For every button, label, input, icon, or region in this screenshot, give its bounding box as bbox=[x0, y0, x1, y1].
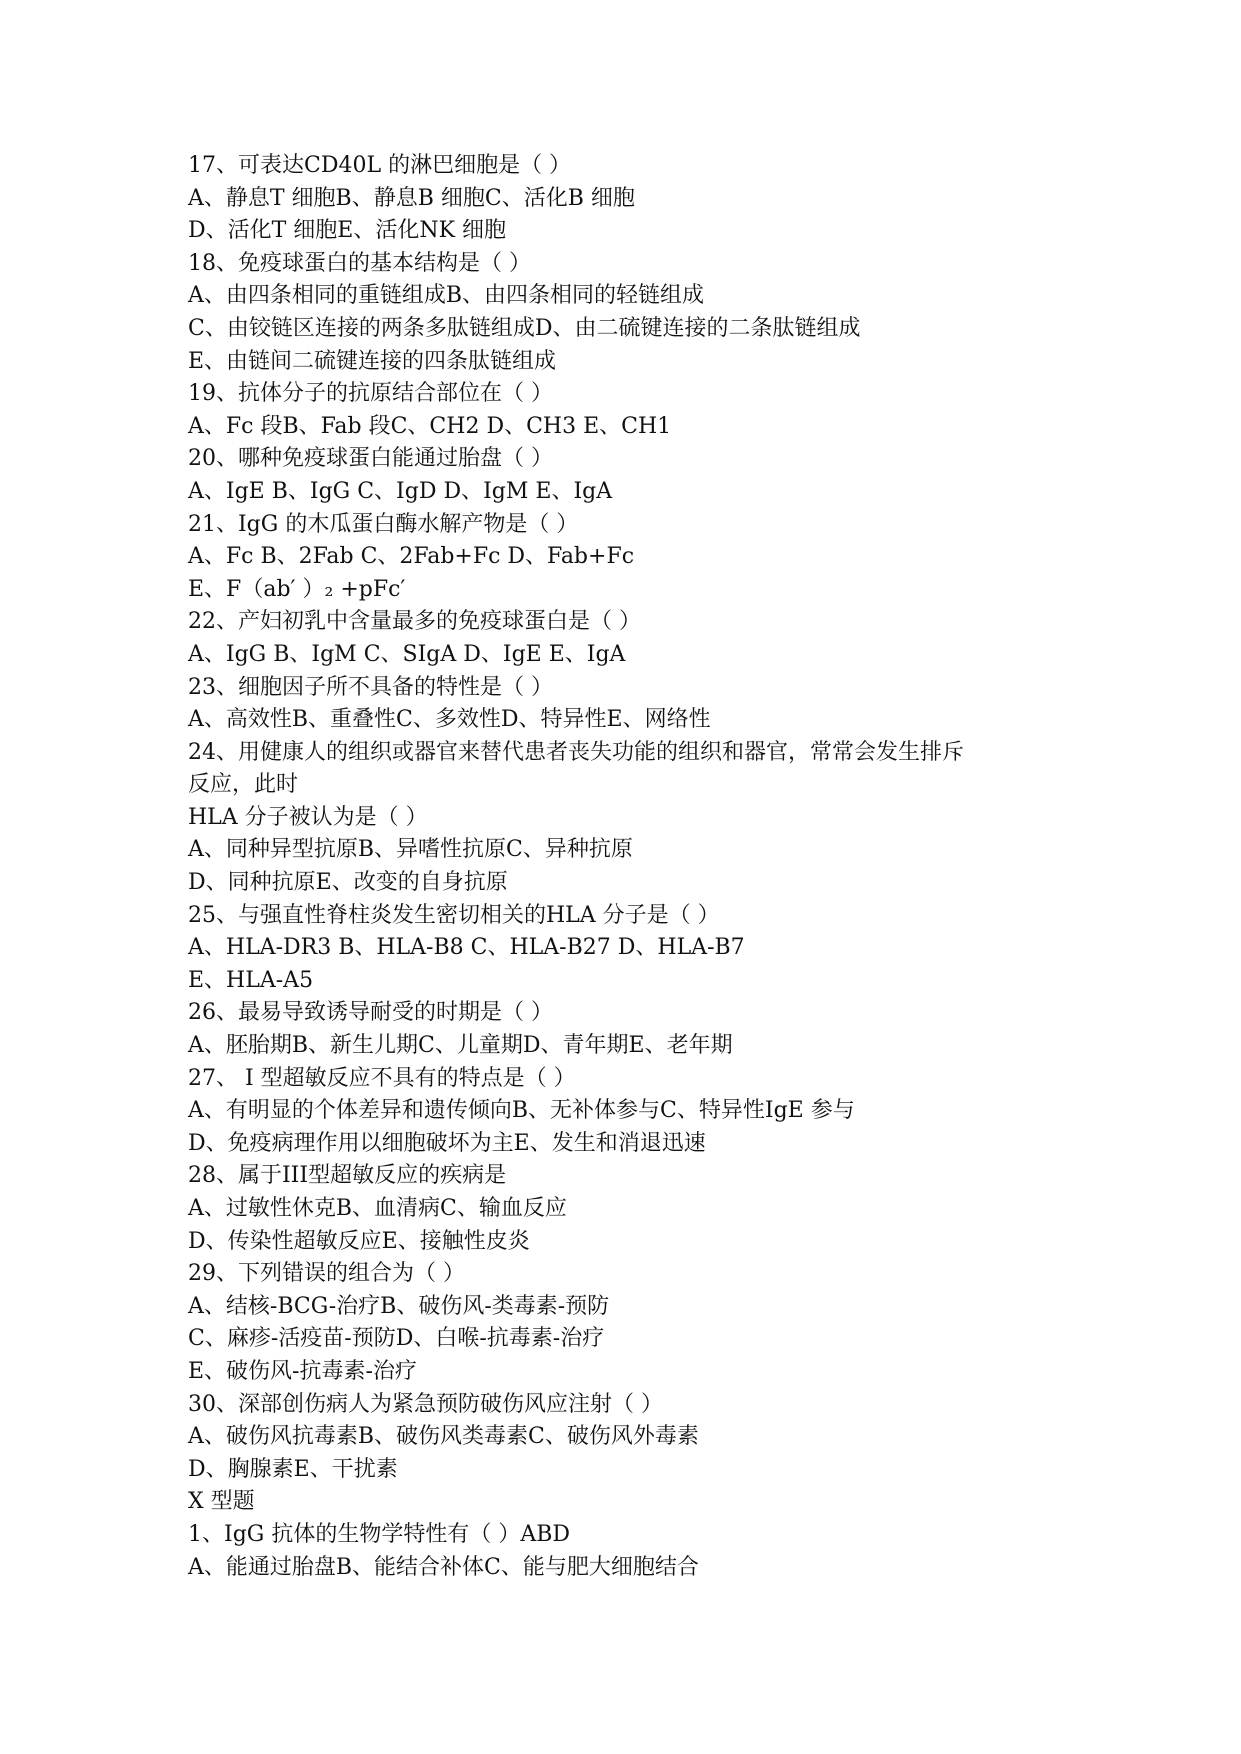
question-19-options: A、Fc 段B、Fab 段C、CH2 D、CH3 E、CH1 bbox=[188, 413, 672, 439]
question-30-options-a-c: A、破伤风抗毒素B、破伤风类毒素C、破伤风外毒素 bbox=[188, 1424, 699, 1450]
question-20: 20、哪种免疫球蛋白能通过胎盘（ ） bbox=[188, 446, 553, 472]
question-27-options-d-e: D、免疫病理作用以细胞破坏为主E、发生和消退迅速 bbox=[188, 1130, 706, 1156]
question-29-options-c-d: C、麻疹-活疫苗-预防D、白喉-抗毒素-治疗 bbox=[188, 1326, 605, 1352]
section-heading-x-type: X 型题 bbox=[188, 1489, 255, 1515]
question-20-options: A、IgE B、IgG C、IgD D、IgM E、IgA bbox=[188, 478, 613, 504]
question-25: 25、与强直性脊柱炎发生密切相关的HLA 分子是（ ） bbox=[188, 902, 720, 928]
question-30: 30、深部创伤病人为紧急预防破伤风应注射（ ） bbox=[188, 1391, 663, 1417]
question-21-option-e: E、F（ab′ ）₂ +pFc′ bbox=[188, 576, 406, 602]
question-24-part-1: 24、用健康人的组织或器官来替代患者丧失功能的组织和器官，常常会发生排斥 bbox=[188, 739, 964, 765]
question-22: 22、产妇初乳中含量最多的免疫球蛋白是（ ） bbox=[188, 609, 641, 635]
question-18-option-e: E、由链间二硫键连接的四条肽链组成 bbox=[188, 348, 557, 374]
question-17-options-d-e: D、活化T 细胞E、活化NK 细胞 bbox=[188, 218, 507, 244]
question-23: 23、细胞因子所不具备的特性是（ ） bbox=[188, 674, 553, 700]
question-24-part-3: HLA 分子被认为是（ ） bbox=[188, 804, 428, 830]
question-18-options-a-b: A、由四条相同的重链组成B、由四条相同的轻链组成 bbox=[188, 283, 705, 309]
question-29-options-a-b: A、结核-BCG-治疗B、破伤风-类毒素-预防 bbox=[188, 1293, 610, 1319]
question-26: 26、最易导致诱导耐受的时期是（ ） bbox=[188, 1000, 553, 1026]
x-question-1-options-a-c: A、能通过胎盘B、能结合补体C、能与肥大细胞结合 bbox=[188, 1554, 699, 1580]
question-22-options: A、IgG B、IgM C、SIgA D、IgE E、IgA bbox=[188, 641, 626, 667]
question-19: 19、抗体分子的抗原结合部位在（ ） bbox=[188, 381, 553, 407]
question-24-options-d-e: D、同种抗原E、改变的自身抗原 bbox=[188, 870, 508, 896]
question-24-options-a-c: A、同种异型抗原B、异嗜性抗原C、异种抗原 bbox=[188, 837, 633, 863]
question-21-options-a-d: A、Fc B、2Fab C、2Fab+Fc D、Fab+Fc bbox=[188, 544, 635, 570]
question-25-options-a-d: A、HLA-DR3 B、HLA-B8 C、HLA-B27 D、HLA-B7 bbox=[188, 935, 745, 961]
question-29: 29、下列错误的组合为（ ） bbox=[188, 1261, 465, 1287]
x-question-1: 1、IgG 抗体的生物学特性有（ ）ABD bbox=[188, 1521, 571, 1547]
question-27: 27、 I 型超敏反应不具有的特点是（ ） bbox=[188, 1065, 576, 1091]
question-17-options-a-c: A、静息T 细胞B、静息B 细胞C、活化B 细胞 bbox=[188, 185, 635, 211]
question-28: 28、属于III型超敏反应的疾病是 bbox=[188, 1163, 507, 1189]
question-21: 21、IgG 的木瓜蛋白酶水解产物是（ ） bbox=[188, 511, 579, 537]
question-17: 17、可表达CD40L 的淋巴细胞是（ ） bbox=[188, 153, 572, 178]
question-25-option-e: E、HLA-A5 bbox=[188, 967, 314, 993]
question-26-options: A、胚胎期B、新生儿期C、儿童期D、青年期E、老年期 bbox=[188, 1033, 733, 1059]
question-18-options-c-d: C、由铰链区连接的两条多肽链组成D、由二硫键连接的二条肽链组成 bbox=[188, 315, 861, 341]
question-30-options-d-e: D、胸腺素E、干扰素 bbox=[188, 1456, 398, 1482]
question-24-part-2: 反应，此时 bbox=[188, 772, 299, 798]
question-29-option-e: E、破伤风-抗毒素-治疗 bbox=[188, 1358, 417, 1384]
question-28-options-a-c: A、过敏性休克B、血清病C、输血反应 bbox=[188, 1196, 567, 1221]
question-18: 18、免疫球蛋白的基本结构是（ ） bbox=[188, 250, 531, 276]
question-28-options-d-e: D、传染性超敏反应E、接触性皮炎 bbox=[188, 1228, 530, 1254]
question-27-options-a-c: A、有明显的个体差异和遗传倾向B、无补体参与C、特异性IgE 参与 bbox=[188, 1098, 855, 1124]
question-23-options: A、高效性B、重叠性C、多效性D、特异性E、网络性 bbox=[188, 707, 711, 733]
document-page bbox=[188, 150, 1088, 1584]
